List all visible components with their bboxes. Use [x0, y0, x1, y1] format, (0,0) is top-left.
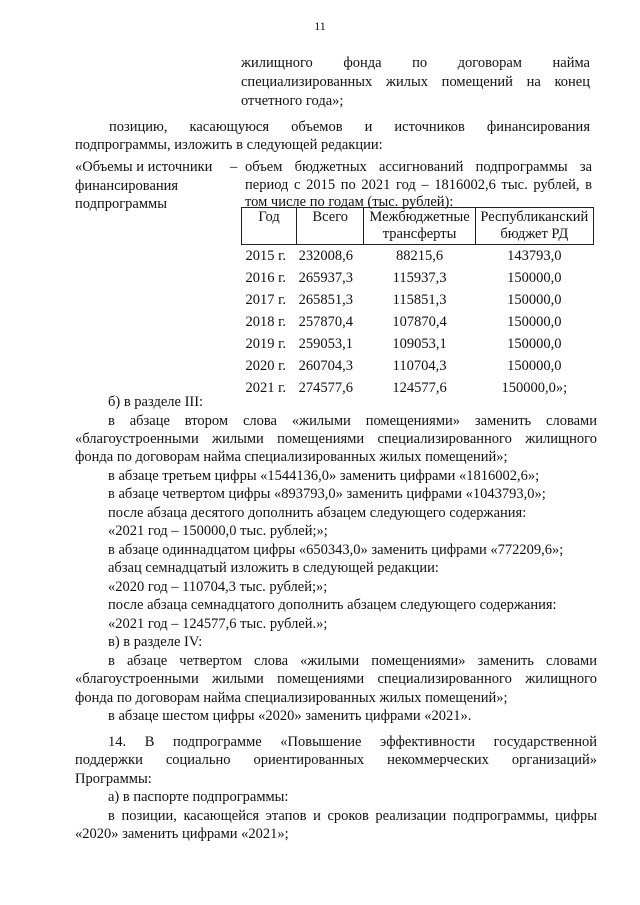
cell-total: 260704,3	[298, 357, 353, 374]
body-line-14: в) в разделе IV:	[108, 634, 203, 650]
cell-total: 274577,6	[298, 379, 353, 396]
label-line-2: финансирования	[75, 178, 179, 194]
header-total: Всего	[297, 208, 364, 245]
funding-line-3: том числе по годам (тыс. рублей):	[245, 194, 454, 210]
body-line-16: «благоустроенными жилыми помещениями специализированного жилищного	[75, 671, 597, 687]
body-line-17: фонда по договорам найма специализированных жилых помещений»;	[75, 690, 508, 706]
cell-republic-budget: 143793,0	[507, 247, 562, 264]
funding-line-1: объем бюджетных ассигнований подпрограммы за	[245, 159, 592, 175]
funding-table	[241, 207, 594, 399]
body-line-2: в абзаце втором слова «жилыми помещениями» заменить словами	[108, 413, 597, 429]
funding-line-2: период с 2015 по 2021 год – 1816002,6 тыс. рублей, в	[245, 177, 592, 193]
body-line-8: «2021 год – 150000,0 тыс. рублей;»;	[108, 523, 328, 539]
cell-transfers: 115851,3	[392, 291, 447, 308]
body-line-7: после абзаца десятого дополнить абзацем следующего содержания:	[108, 505, 527, 521]
cell-republic-budget: 150000,0	[507, 313, 562, 330]
cell-year: 2016 г.	[245, 269, 287, 286]
label-dash: –	[230, 159, 238, 175]
body-line-15: в абзаце четвертом слова «жилыми помещениями» заменить словами	[108, 653, 597, 669]
table-row	[242, 355, 594, 377]
cell-total: 232008,6	[298, 247, 353, 264]
cell-republic-budget: 150000,0	[507, 357, 562, 374]
body-line-3: «благоустроенными жилыми помещениями специализированного жилищного	[75, 431, 597, 447]
section-14-line-5: в позиции, касающейся этапов и сроков реализации подпрограммы, цифры	[108, 808, 597, 824]
table-row	[242, 267, 594, 289]
cell-year: 2019 г.	[245, 335, 287, 352]
cell-transfers: 110704,3	[392, 357, 447, 374]
cell-transfers: 88215,6	[395, 247, 444, 264]
cell-republic-budget: 150000,0	[507, 335, 562, 352]
label-line-1: «Объемы и источники	[75, 159, 213, 175]
body-line-12: после абзаца семнадцатого дополнить абзацем следующего содержания:	[108, 597, 557, 613]
cell-transfers: 109053,1	[392, 335, 447, 352]
body-line-10: абзац семнадцатый изложить в следующей редакции:	[108, 560, 439, 576]
body-line-5: в абзаце третьем цифры «1544136,0» заменить цифрами «1816002,6»;	[108, 468, 540, 484]
body-line-1: б) в разделе III:	[108, 394, 204, 410]
table-row	[242, 245, 594, 268]
header-republic-budget: Республиканский бюджет РД	[475, 208, 593, 245]
section-14-line-1: 14. В подпрограмме «Повышение эффективности государственной	[108, 734, 597, 750]
body-line-13: «2021 год – 124577,6 тыс. рублей.»;	[108, 616, 328, 632]
body-line-18: в абзаце шестом цифры «2020» заменить цифрами «2021».	[108, 708, 472, 724]
top-line-2: специализированных жилых помещений на конец	[241, 74, 590, 90]
cell-total: 265937,3	[298, 269, 353, 286]
cell-total: 259053,1	[298, 335, 353, 352]
section-14-line-6: «2020» заменить цифрами «2021»;	[75, 826, 289, 842]
cell-total: 257870,4	[298, 313, 353, 330]
header-year: Год	[242, 208, 297, 245]
cell-total: 265851,3	[298, 291, 353, 308]
cell-republic-budget: 150000,0	[507, 269, 562, 286]
cell-transfers: 107870,4	[392, 313, 447, 330]
table-row	[242, 311, 594, 333]
top-line-3: отчетного года»;	[241, 93, 344, 109]
table-row	[242, 289, 594, 311]
section-14-line-4: а) в паспорте подпрограммы:	[108, 789, 289, 805]
intro-line-2: подпрограммы, изложить в следующей редакции:	[75, 137, 383, 153]
label-line-3: подпрограммы	[75, 196, 167, 212]
body-line-4: фонда по договорам найма специализированных жилых помещений»;	[75, 449, 508, 465]
section-14-line-2: поддержки социально ориентированных некоммерческих организаций»	[75, 752, 597, 768]
cell-transfers: 115937,3	[392, 269, 447, 286]
cell-year: 2021 г.	[245, 379, 287, 396]
cell-transfers: 124577,6	[392, 379, 447, 396]
table-row	[242, 377, 594, 399]
body-line-11: «2020 год – 110704,3 тыс. рублей;»;	[108, 579, 328, 595]
page-number: 11	[314, 19, 326, 33]
table-row	[242, 333, 594, 355]
cell-republic-budget: 150000,0	[507, 291, 562, 308]
cell-year: 2015 г.	[245, 247, 287, 264]
cell-year: 2018 г.	[245, 313, 287, 330]
intro-line-1: позицию, касающуюся объемов и источников финансирования	[109, 119, 590, 135]
top-line-1: жилищного фонда по договорам найма	[241, 55, 590, 71]
cell-year: 2020 г.	[245, 357, 287, 374]
section-14-line-3: Программы:	[75, 771, 152, 787]
body-line-9: в абзаце одиннадцатом цифры «650343,0» заменить цифрами «772209,6»;	[108, 542, 564, 558]
cell-year: 2017 г.	[245, 291, 287, 308]
table-header-row	[242, 208, 594, 245]
cell-republic-budget: 150000,0»;	[501, 379, 568, 396]
header-transfers: Межбюджетные трансферты	[364, 208, 475, 245]
body-line-6: в абзаце четвертом цифры «893793,0» заменить цифрами «1043793,0»;	[108, 486, 546, 502]
